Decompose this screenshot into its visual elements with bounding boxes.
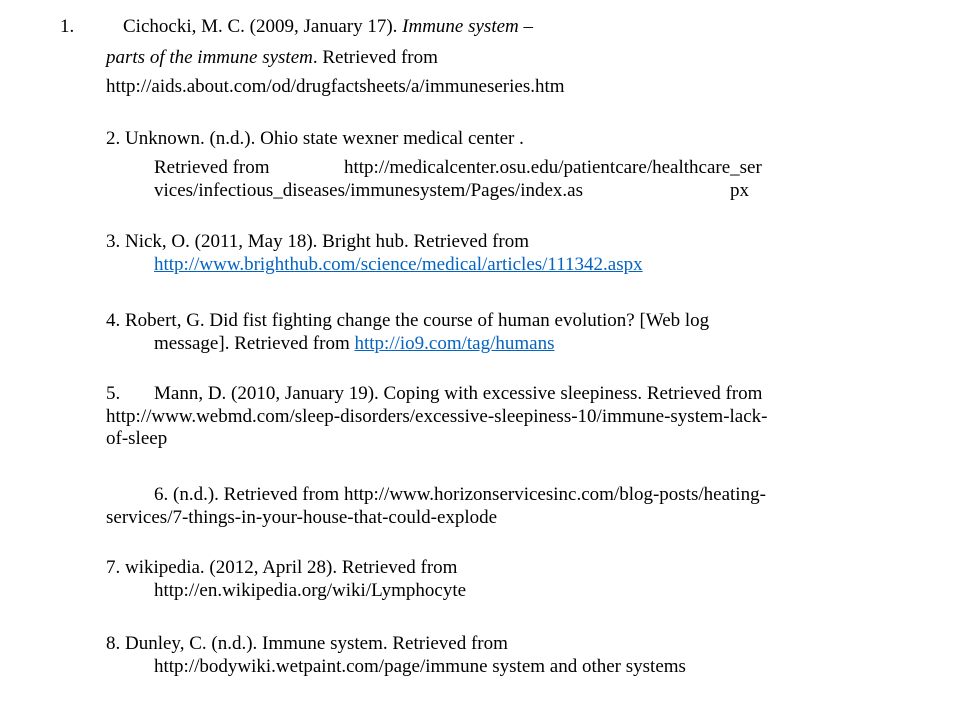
reference-3-link[interactable]: http://www.brighthub.com/science/medical/articles/111342.aspx [154,254,643,275]
reference-4-link[interactable]: http://io9.com/tag/humans [354,333,555,354]
reference-2-retrieved-label: Retrieved from [154,157,270,178]
reference-7-url: http://en.wikipedia.org/wiki/Lymphocyte [154,580,467,601]
reference-5-url-line-1: http://www.webmd.com/sleep-disorders/excessive-sleepiness-10/immune-system-lack- [106,406,768,427]
reference-2-url-part-1: http://medicalcenter.osu.edu/patientcare/healthcare_ser [344,157,762,178]
reference-1-title-part-b: parts of the immune system [106,47,313,68]
reference-8-text: 8. Dunley, C. (n.d.). Immune system. Retrieved from [106,633,508,654]
reference-2-text: 2. Unknown. (n.d.). Ohio state wexner medical center . [106,128,524,149]
reference-1-title-part-a: Immune system – [402,16,534,37]
reference-7-text: 7. wikipedia. (2012, April 28). Retrieved from [106,557,458,578]
reference-8-url: http://bodywiki.wetpaint.com/page/immune system and other systems [154,656,686,677]
reference-1-author-date: Cichocki, M. C. (2009, January 17). [123,16,403,37]
reference-2-url-part-3: px [730,180,749,201]
reference-2-url-part-2: vices/infectious_diseases/immunesystem/Pages/index.as [154,180,584,201]
reference-3-text: 3. Nick, O. (2011, May 18). Bright hub. Retrieved from [106,231,530,252]
reference-6-line-1: 6. (n.d.). Retrieved from http://www.horizonservicesinc.com/blog-posts/heating- [154,484,766,505]
reference-4-text: 4. Robert, G. Did fist fighting change the course of human evolution? [Web log [106,310,710,331]
reference-1-number: 1. [60,16,75,37]
reference-6-line-2: services/7-things-in-your-house-that-could-explode [106,507,498,528]
reference-5-number: 5. [106,383,121,404]
reference-1-retrieved: . Retrieved from [312,47,438,68]
reference-5-text: Mann, D. (2010, January 19). Coping with excessive sleepiness. Retrieved from [154,383,763,404]
reference-5-url-line-2: of-sleep [106,428,168,449]
reference-4-text-cont: message]. Retrieved from [154,333,355,354]
reference-1-url: http://aids.about.com/od/drugfactsheets/a/immuneseries.htm [106,76,565,97]
